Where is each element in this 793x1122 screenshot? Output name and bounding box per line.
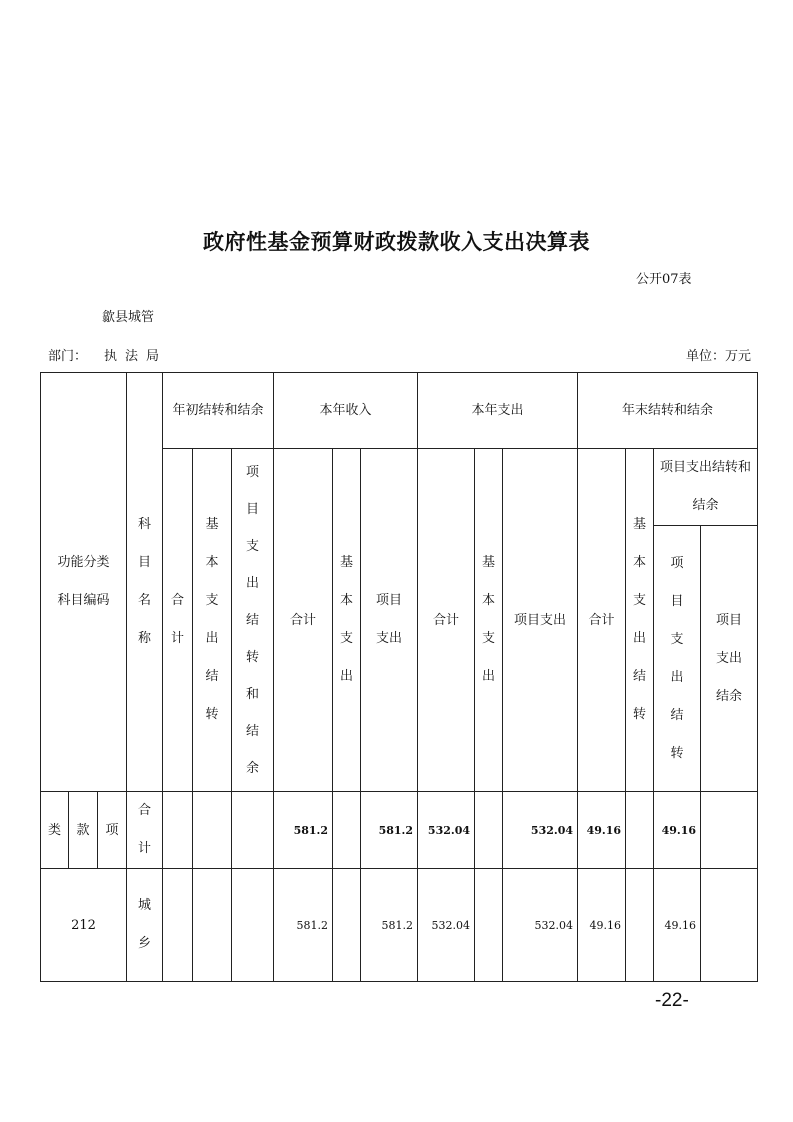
table-row — [41, 869, 758, 982]
cell-begin-project — [232, 869, 274, 982]
header-func-code: 功能分类科目编码 — [41, 373, 127, 792]
header-end-total: 合计 — [578, 449, 626, 792]
header-begin-group: 年初结转和结余 — [163, 373, 274, 449]
budget-table — [40, 372, 758, 982]
cell-income-total: 581.2 — [274, 869, 333, 982]
header-end-project-group: 项目支出结转和结余 — [654, 449, 758, 526]
cell-income-project: 581.2 — [361, 792, 418, 869]
cell-end-project-balance — [701, 792, 758, 869]
cell-begin-total — [163, 792, 193, 869]
table-row — [41, 792, 758, 869]
header-expend-total: 合计 — [418, 449, 475, 792]
cell-expend-basic — [475, 792, 503, 869]
header-expend-basic: 基本支出 — [475, 449, 503, 792]
unit-label: 单位：万元 — [686, 349, 752, 364]
page-number: -22- — [655, 990, 689, 1011]
cell-end-project-carry: 49.16 — [654, 869, 701, 982]
cell-end-project-balance — [701, 869, 758, 982]
cell-expend-basic — [475, 869, 503, 982]
department-label: 部门： — [48, 349, 88, 364]
header-begin-basic: 基本支出结转 — [193, 449, 232, 792]
cell-end-total: 49.16 — [578, 792, 626, 869]
header-income-group: 本年收入 — [274, 373, 418, 449]
header-end-project-carry: 项目支出结转 — [654, 526, 701, 792]
page-title: 政府性基金预算财政拨款收入支出决算表 — [203, 230, 590, 254]
cell-income-basic — [333, 869, 361, 982]
cell-expend-total: 532.04 — [418, 869, 475, 982]
cell-end-project-carry: 49.16 — [654, 792, 701, 869]
cell-end-total: 49.16 — [578, 869, 626, 982]
header-subject-name: 科目名称 — [127, 373, 163, 792]
cell-begin-total — [163, 869, 193, 982]
cell-income-basic — [333, 792, 361, 869]
header-begin-project: 项目支出结转和结余 — [232, 449, 274, 792]
cell-end-basic — [626, 869, 654, 982]
cell-income-project: 581.2 — [361, 869, 418, 982]
header-xiang: 项 — [98, 792, 127, 869]
cell-begin-basic — [193, 792, 232, 869]
cell-expend-project: 532.04 — [503, 869, 578, 982]
header-end-group: 年末结转和结余 — [578, 373, 758, 449]
header-begin-total: 合计 — [163, 449, 193, 792]
header-end-project-balance: 项目支出结余 — [701, 526, 758, 792]
header-end-basic: 基本支出结转 — [626, 449, 654, 792]
row-label: 合计 — [127, 792, 163, 869]
organization-name: 歙县城管 — [102, 310, 155, 325]
header-lei: 类 — [41, 792, 69, 869]
cell-end-basic — [626, 792, 654, 869]
department-value: 执法局 — [104, 349, 168, 364]
cell-name: 城乡 — [127, 869, 163, 982]
header-row-1 — [41, 373, 758, 449]
cell-code: 212 — [41, 869, 127, 982]
header-income-project: 项目支出 — [361, 449, 418, 792]
cell-expend-project: 532.04 — [503, 792, 578, 869]
header-expend-group: 本年支出 — [418, 373, 578, 449]
header-kuan: 款 — [69, 792, 98, 869]
cell-begin-basic — [193, 869, 232, 982]
cell-expend-total: 532.04 — [418, 792, 475, 869]
header-income-total: 合计 — [274, 449, 333, 792]
header-income-basic: 基本支出 — [333, 449, 361, 792]
cell-begin-project — [232, 792, 274, 869]
cell-income-total: 581.2 — [274, 792, 333, 869]
header-expend-project: 项目支出 — [503, 449, 578, 792]
form-number: 公开07表 — [636, 272, 692, 287]
